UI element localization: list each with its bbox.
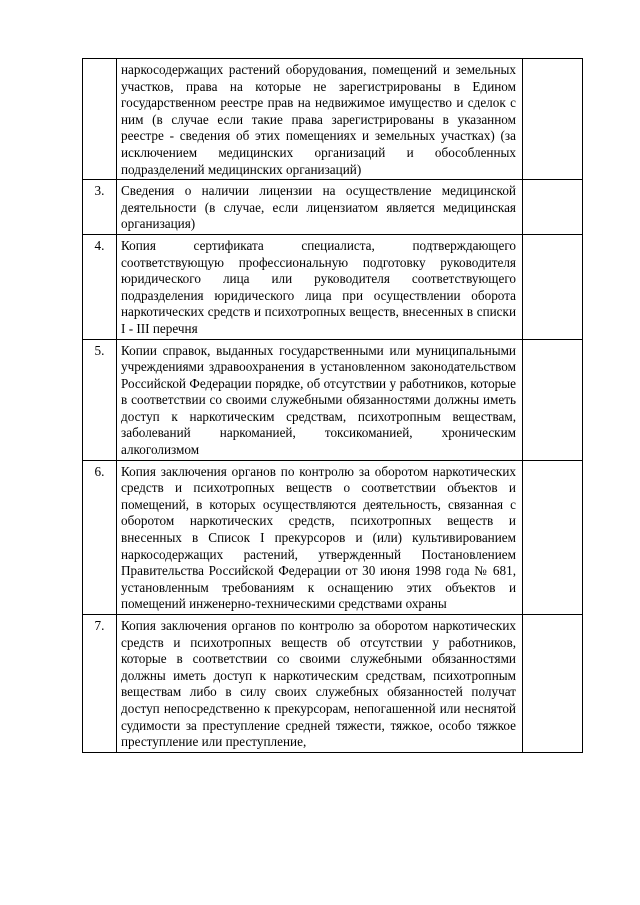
row-mark-cell <box>523 59 583 180</box>
row-description: Копии справок, выданных государственными или муниципальными учреждениями здравоохранения в установленном законодательством Российской Федерации порядке, об отсутствии у работников, которые в соответствии со своими служебными обязанностями должны иметь доступ к наркотическим средствам, психотропным веществам, заболеваний наркоманией, токсикоманией, хроническим алкоголизмом <box>117 339 523 460</box>
row-mark-cell <box>523 615 583 753</box>
table-row <box>83 460 583 614</box>
table-row <box>83 59 583 180</box>
row-number: 7. <box>83 615 117 753</box>
row-description: Копия заключения органов по контролю за оборотом наркотических средств и психотропных веществ об отсутствии у работников, которые в соответствии со своими служебными обязанностями должны иметь доступ к наркотическим средствам, психотропным веществам либо в силу своих служебных обязанностей получат доступ непосредственно к прекурсорам, непогашенной или неснятой судимости за преступление средней тяжести, тяжкое, особо тяжкое преступление или преступление, <box>117 615 523 753</box>
row-number: 5. <box>83 339 117 460</box>
row-number <box>83 59 117 180</box>
row-mark-cell <box>523 339 583 460</box>
table-row <box>83 180 583 235</box>
row-description: Копия сертификата специалиста, подтверждающего соответствующую профессиональную подготовку руководителя юридического лица или руководителя соответствующего подразделения юридического лица при осуществлении оборота наркотических средств и психотропных веществ, внесенных в списки I - III перечня <box>117 234 523 339</box>
row-number: 3. <box>83 180 117 235</box>
table-row <box>83 339 583 460</box>
row-mark-cell <box>523 180 583 235</box>
row-description: наркосодержащих растений оборудования, помещений и земельных участков, права на которые не зарегистрированы в Едином государственном реестре прав на недвижимое имущество и сделок с ним (в случае если такие права зарегистрированы в указанном реестре - сведения об этих помещениях и земельных участках) (за исключением медицинских организаций и обособленных подразделений медицинских организаций) <box>117 59 523 180</box>
row-mark-cell <box>523 460 583 614</box>
row-number: 6. <box>83 460 117 614</box>
table-row <box>83 615 583 753</box>
row-number: 4. <box>83 234 117 339</box>
row-mark-cell <box>523 234 583 339</box>
row-description: Сведения о наличии лицензии на осуществление медицинской деятельности (в случае, если лицензиатом является медицинская организация) <box>117 180 523 235</box>
row-description: Копия заключения органов по контролю за оборотом наркотических средств и психотропных веществ о соответствии объектов и помещений, в которых осуществляются деятельность, связанная с оборотом наркотических средств, психотропных веществ и внесенных в Список I прекурсоров и (или) культивированием наркосодержащих растений, утвержденный Постановлением Правительства Российской Федерации от 30 июня 1998 года № 681, установленным требованиям к оснащению этих объектов и помещений инженерно-техническими средствами охраны <box>117 460 523 614</box>
documents-table <box>82 58 583 753</box>
table-row <box>83 234 583 339</box>
